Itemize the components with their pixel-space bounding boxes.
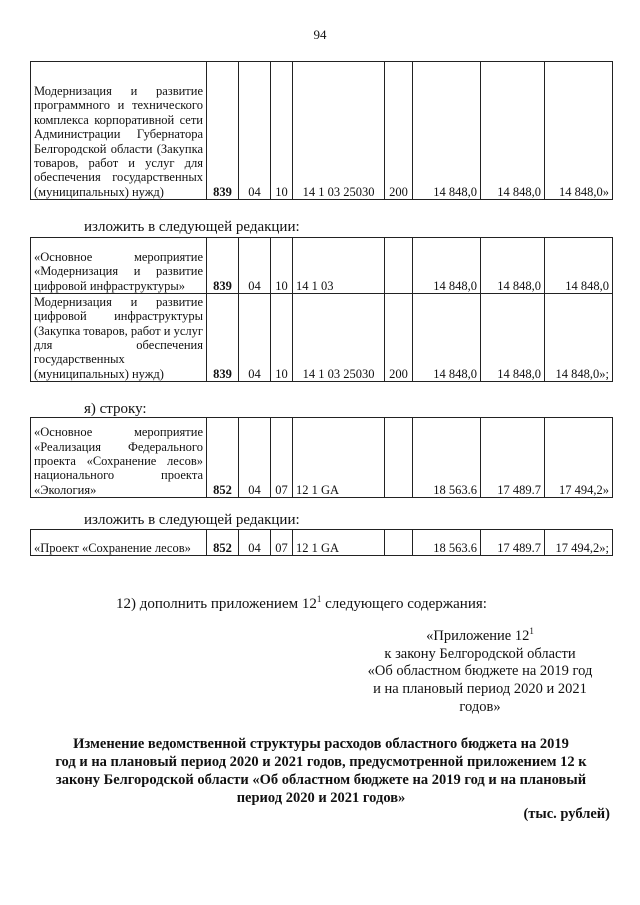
- cell-2019: 14 848,0: [413, 294, 481, 382]
- cell-2019: 14 848,0: [413, 238, 481, 294]
- cell-csr: 14 1 03: [293, 238, 385, 294]
- table-row: [31, 530, 613, 556]
- heading-line-4: период 2020 и 2021 годов»: [236, 789, 406, 806]
- budget-table-old-row: [30, 61, 613, 200]
- cell-pr: 07: [271, 530, 293, 556]
- item-12-sup: 1: [316, 594, 322, 604]
- row-name: «Проект «Сохранение лесов»: [31, 530, 207, 556]
- budget-table-new-rows: [30, 237, 613, 382]
- cell-2020: 14 848,0: [481, 62, 545, 200]
- cell-pr: 10: [271, 294, 293, 382]
- cell-csr: 12 1 GA: [293, 530, 385, 556]
- table-row: [31, 62, 613, 200]
- replace-label-2: изложить в следующей редакции:: [84, 512, 300, 528]
- cell-vr: [385, 530, 413, 556]
- appendix-line-3: «Об областном бюджете на 2019 год: [367, 663, 593, 680]
- units-label: (тыс. рублей): [523, 806, 610, 822]
- page-number: 94: [313, 27, 327, 42]
- row-name: «Основное мероприятие «Модернизация и развитие цифровой инфраструктуры»: [31, 238, 207, 294]
- cell-csr: 12 1 GA: [293, 418, 385, 498]
- cell-rz: 04: [239, 62, 271, 200]
- appendix-line-5: годов»: [459, 698, 501, 715]
- cell-vr: 200: [385, 294, 413, 382]
- heading-line-3: закону Белгородской области «Об областном бюджете на 2019 год и на плановый: [55, 771, 587, 788]
- cell-vr: 200: [385, 62, 413, 200]
- cell-pr: 07: [271, 418, 293, 498]
- cell-rz: 04: [239, 418, 271, 498]
- cell-csr: 14 1 03 25030: [293, 62, 385, 200]
- cell-rz: 04: [239, 238, 271, 294]
- cell-pr: 10: [271, 62, 293, 200]
- appendix-caption: [330, 626, 630, 716]
- appendix-line-1: «Приложение $12^1$: [426, 626, 534, 644]
- row-label-ya: я) строку:: [84, 401, 147, 417]
- cell-pr: 10: [271, 238, 293, 294]
- cell-2021: 17 494,2»;: [545, 530, 613, 556]
- replace-label-1: изложить в следующей редакции:: [84, 219, 300, 235]
- table-row: [31, 418, 613, 498]
- budget-table-new-row-2: [30, 529, 613, 556]
- cell-ved: 852: [207, 418, 239, 498]
- cell-ved: 852: [207, 530, 239, 556]
- row-name: Модернизация и развитие цифровой инфраструктуры (Закупка товаров, работ и услуг для обеспечения государственных (муниципальных) нужд): [31, 294, 207, 382]
- row-name: «Основное мероприятие «Реализация Федерального проекта «Сохранение лесов» национального проекта «Экология»: [31, 418, 207, 498]
- item-12-text: [116, 594, 487, 613]
- cell-2019: 18 563.6: [413, 418, 481, 498]
- cell-2021: 17 494,2»: [545, 418, 613, 498]
- cell-ved: 839: [207, 62, 239, 200]
- cell-2020: 14 848,0: [481, 294, 545, 382]
- cell-2021: 14 848,0»: [545, 62, 613, 200]
- appendix-line-2: к закону Белгородской области: [384, 645, 576, 662]
- heading-line-1: Изменение ведомственной структуры расходов областного бюджета на 2019: [73, 736, 569, 752]
- cell-rz: 04: [239, 530, 271, 556]
- item-12-before: 12) дополнить приложением 12: [116, 596, 317, 612]
- item-12-after: следующего содержания:: [321, 596, 487, 612]
- cell-ved: 839: [207, 238, 239, 294]
- cell-vr: [385, 418, 413, 498]
- cell-2020: 17 489.7: [481, 418, 545, 498]
- cell-2020: 14 848,0: [481, 238, 545, 294]
- cell-ved: 839: [207, 294, 239, 382]
- table-row: [31, 238, 613, 294]
- table-row: [31, 294, 613, 382]
- cell-2021: 14 848,0»;: [545, 294, 613, 382]
- cell-2019: 14 848,0: [413, 62, 481, 200]
- row-name: Модернизация и развитие программного и технического комплекса корпоративной сети Администрации Губернатора Белгородской области (Закупка товаров, работ и услуг для обеспечения государственных (муниципальных) нужд): [31, 62, 207, 200]
- cell-2021: 14 848,0: [545, 238, 613, 294]
- appendix-sup: 1: [529, 626, 534, 636]
- cell-2020: 17 489.7: [481, 530, 545, 556]
- cell-2019: 18 563.6: [413, 530, 481, 556]
- cell-csr: 14 1 03 25030: [293, 294, 385, 382]
- document-heading: [30, 736, 612, 808]
- heading-line-2: год и на плановый период 2020 и 2021 годов, предусмотренной приложением 12 к: [55, 753, 587, 770]
- cell-rz: 04: [239, 294, 271, 382]
- appendix-line-4: и на плановый период 2020 и 2021: [373, 680, 587, 697]
- cell-vr: [385, 238, 413, 294]
- budget-table-old-row-2: [30, 417, 613, 498]
